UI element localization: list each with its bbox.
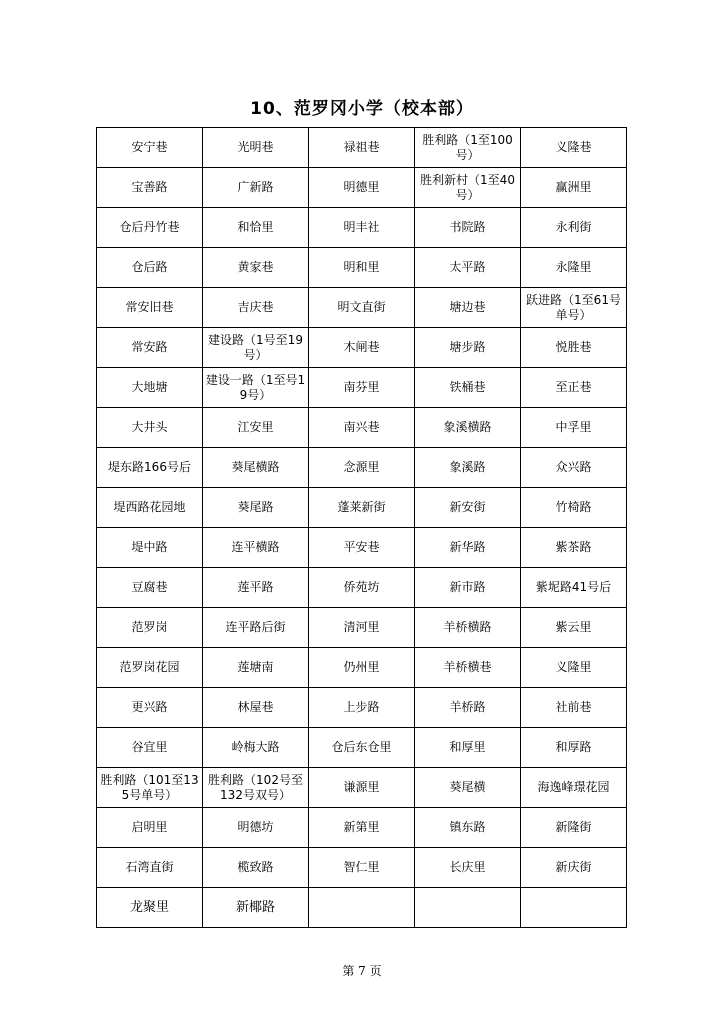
table-row bbox=[97, 568, 627, 608]
table-cell: 木闸巷 bbox=[309, 328, 415, 368]
table-cell: 跃进路（1至61号单号） bbox=[521, 288, 627, 328]
table-cell: 中孚里 bbox=[521, 408, 627, 448]
table-cell: 象溪路 bbox=[415, 448, 521, 488]
table-cell: 范罗岗花园 bbox=[97, 648, 203, 688]
street-table-body bbox=[97, 128, 627, 928]
table-row bbox=[97, 288, 627, 328]
table-row bbox=[97, 648, 627, 688]
table-cell: 和厚里 bbox=[415, 728, 521, 768]
table-row bbox=[97, 408, 627, 448]
table-cell: 和厚路 bbox=[521, 728, 627, 768]
table-cell: 南兴巷 bbox=[309, 408, 415, 448]
table-cell: 安宁巷 bbox=[97, 128, 203, 168]
table-row bbox=[97, 328, 627, 368]
table-cell: 葵尾路 bbox=[203, 488, 309, 528]
table-cell: 莲塘南 bbox=[203, 648, 309, 688]
table-cell: 仓后东仓里 bbox=[309, 728, 415, 768]
table-cell: 林屋巷 bbox=[203, 688, 309, 728]
table-row bbox=[97, 168, 627, 208]
table-cell: 胜利路（101至135号单号） bbox=[97, 768, 203, 808]
table-cell: 象溪横路 bbox=[415, 408, 521, 448]
table-cell: 建设一路（1至号19号） bbox=[203, 368, 309, 408]
table-cell: 堤东路166号后 bbox=[97, 448, 203, 488]
table-cell: 建设路（1号至19号） bbox=[203, 328, 309, 368]
table-cell: 连平路后街 bbox=[203, 608, 309, 648]
table-cell: 新隆街 bbox=[521, 808, 627, 848]
table-cell: 谷宜里 bbox=[97, 728, 203, 768]
table-cell bbox=[521, 888, 627, 928]
table-cell: 葵尾横 bbox=[415, 768, 521, 808]
table-cell: 胜利新村（1至40号） bbox=[415, 168, 521, 208]
table-row bbox=[97, 368, 627, 408]
table-cell: 南芬里 bbox=[309, 368, 415, 408]
table-cell: 明和里 bbox=[309, 248, 415, 288]
table-cell: 蓬莱新街 bbox=[309, 488, 415, 528]
table-cell: 常安旧巷 bbox=[97, 288, 203, 328]
page-number: 第 7 页 bbox=[342, 964, 382, 978]
table-cell bbox=[309, 888, 415, 928]
table-cell: 清河里 bbox=[309, 608, 415, 648]
table-cell: 吉庆巷 bbox=[203, 288, 309, 328]
table-cell: 榄致路 bbox=[203, 848, 309, 888]
table-cell: 至正巷 bbox=[521, 368, 627, 408]
table-cell: 念源里 bbox=[309, 448, 415, 488]
table-row bbox=[97, 768, 627, 808]
table-cell: 谦源里 bbox=[309, 768, 415, 808]
table-cell: 明丰社 bbox=[309, 208, 415, 248]
table-cell: 太平路 bbox=[415, 248, 521, 288]
table-cell: 海逸峰璟花园 bbox=[521, 768, 627, 808]
table-cell: 常安路 bbox=[97, 328, 203, 368]
table-cell: 新椰路 bbox=[203, 888, 309, 928]
table-cell: 龙聚里 bbox=[97, 888, 203, 928]
table-cell: 众兴路 bbox=[521, 448, 627, 488]
table-cell: 胜利路（102号至132号双号） bbox=[203, 768, 309, 808]
table-cell: 范罗岗 bbox=[97, 608, 203, 648]
table-cell: 明文直街 bbox=[309, 288, 415, 328]
table-cell: 莲平路 bbox=[203, 568, 309, 608]
street-table bbox=[96, 127, 627, 928]
table-cell: 黄家巷 bbox=[203, 248, 309, 288]
table-cell: 新市路 bbox=[415, 568, 521, 608]
table-cell: 明德坊 bbox=[203, 808, 309, 848]
table-cell: 赢洲里 bbox=[521, 168, 627, 208]
table-cell: 堤中路 bbox=[97, 528, 203, 568]
table-cell: 胜利路（1至100号） bbox=[415, 128, 521, 168]
table-cell: 堤西路花园地 bbox=[97, 488, 203, 528]
table-cell: 上步路 bbox=[309, 688, 415, 728]
table-cell: 石湾直街 bbox=[97, 848, 203, 888]
table-row bbox=[97, 848, 627, 888]
table-cell: 岭梅大路 bbox=[203, 728, 309, 768]
table-cell: 光明巷 bbox=[203, 128, 309, 168]
table-cell: 羊桥横巷 bbox=[415, 648, 521, 688]
table-cell: 新华路 bbox=[415, 528, 521, 568]
table-cell: 广新路 bbox=[203, 168, 309, 208]
table-cell: 羊桥横路 bbox=[415, 608, 521, 648]
table-cell: 竹椅路 bbox=[521, 488, 627, 528]
table-cell: 新安街 bbox=[415, 488, 521, 528]
table-cell: 书院路 bbox=[415, 208, 521, 248]
table-row bbox=[97, 808, 627, 848]
table-row bbox=[97, 728, 627, 768]
table-cell: 镇东路 bbox=[415, 808, 521, 848]
table-cell: 和恰里 bbox=[203, 208, 309, 248]
table-cell: 大地塘 bbox=[97, 368, 203, 408]
table-cell: 更兴路 bbox=[97, 688, 203, 728]
table-row bbox=[97, 488, 627, 528]
table-cell: 平安巷 bbox=[309, 528, 415, 568]
table-cell: 启明里 bbox=[97, 808, 203, 848]
table-cell: 长庆里 bbox=[415, 848, 521, 888]
table-cell: 仍州里 bbox=[309, 648, 415, 688]
table-cell: 江安里 bbox=[203, 408, 309, 448]
table-cell: 禄祖巷 bbox=[309, 128, 415, 168]
table-cell: 宝善路 bbox=[97, 168, 203, 208]
table-row bbox=[97, 448, 627, 488]
table-cell: 仓后路 bbox=[97, 248, 203, 288]
table-cell bbox=[415, 888, 521, 928]
table-cell: 紫坭路41号后 bbox=[521, 568, 627, 608]
table-cell: 明德里 bbox=[309, 168, 415, 208]
table-row bbox=[97, 208, 627, 248]
table-cell: 义隆里 bbox=[521, 648, 627, 688]
table-cell: 紫茶路 bbox=[521, 528, 627, 568]
table-row bbox=[97, 528, 627, 568]
table-cell: 智仁里 bbox=[309, 848, 415, 888]
page-title: 10、范罗冈小学（校本部） bbox=[250, 99, 474, 119]
table-cell: 义隆巷 bbox=[521, 128, 627, 168]
table-cell: 紫云里 bbox=[521, 608, 627, 648]
table-cell: 悦胜巷 bbox=[521, 328, 627, 368]
table-cell: 永隆里 bbox=[521, 248, 627, 288]
table-cell: 新第里 bbox=[309, 808, 415, 848]
table-row bbox=[97, 608, 627, 648]
table-cell: 羊桥路 bbox=[415, 688, 521, 728]
table-row bbox=[97, 888, 627, 928]
table-cell: 葵尾横路 bbox=[203, 448, 309, 488]
table-row bbox=[97, 248, 627, 288]
table-cell: 永利街 bbox=[521, 208, 627, 248]
table-cell: 仓后丹竹巷 bbox=[97, 208, 203, 248]
table-cell: 塘步路 bbox=[415, 328, 521, 368]
table-row bbox=[97, 688, 627, 728]
table-cell: 铁桶巷 bbox=[415, 368, 521, 408]
table-cell: 塘边巷 bbox=[415, 288, 521, 328]
table-row bbox=[97, 128, 627, 168]
table-cell: 新庆街 bbox=[521, 848, 627, 888]
table-cell: 大井头 bbox=[97, 408, 203, 448]
table-cell: 社前巷 bbox=[521, 688, 627, 728]
table-cell: 侨苑坊 bbox=[309, 568, 415, 608]
table-cell: 连平横路 bbox=[203, 528, 309, 568]
table-cell: 豆腐巷 bbox=[97, 568, 203, 608]
